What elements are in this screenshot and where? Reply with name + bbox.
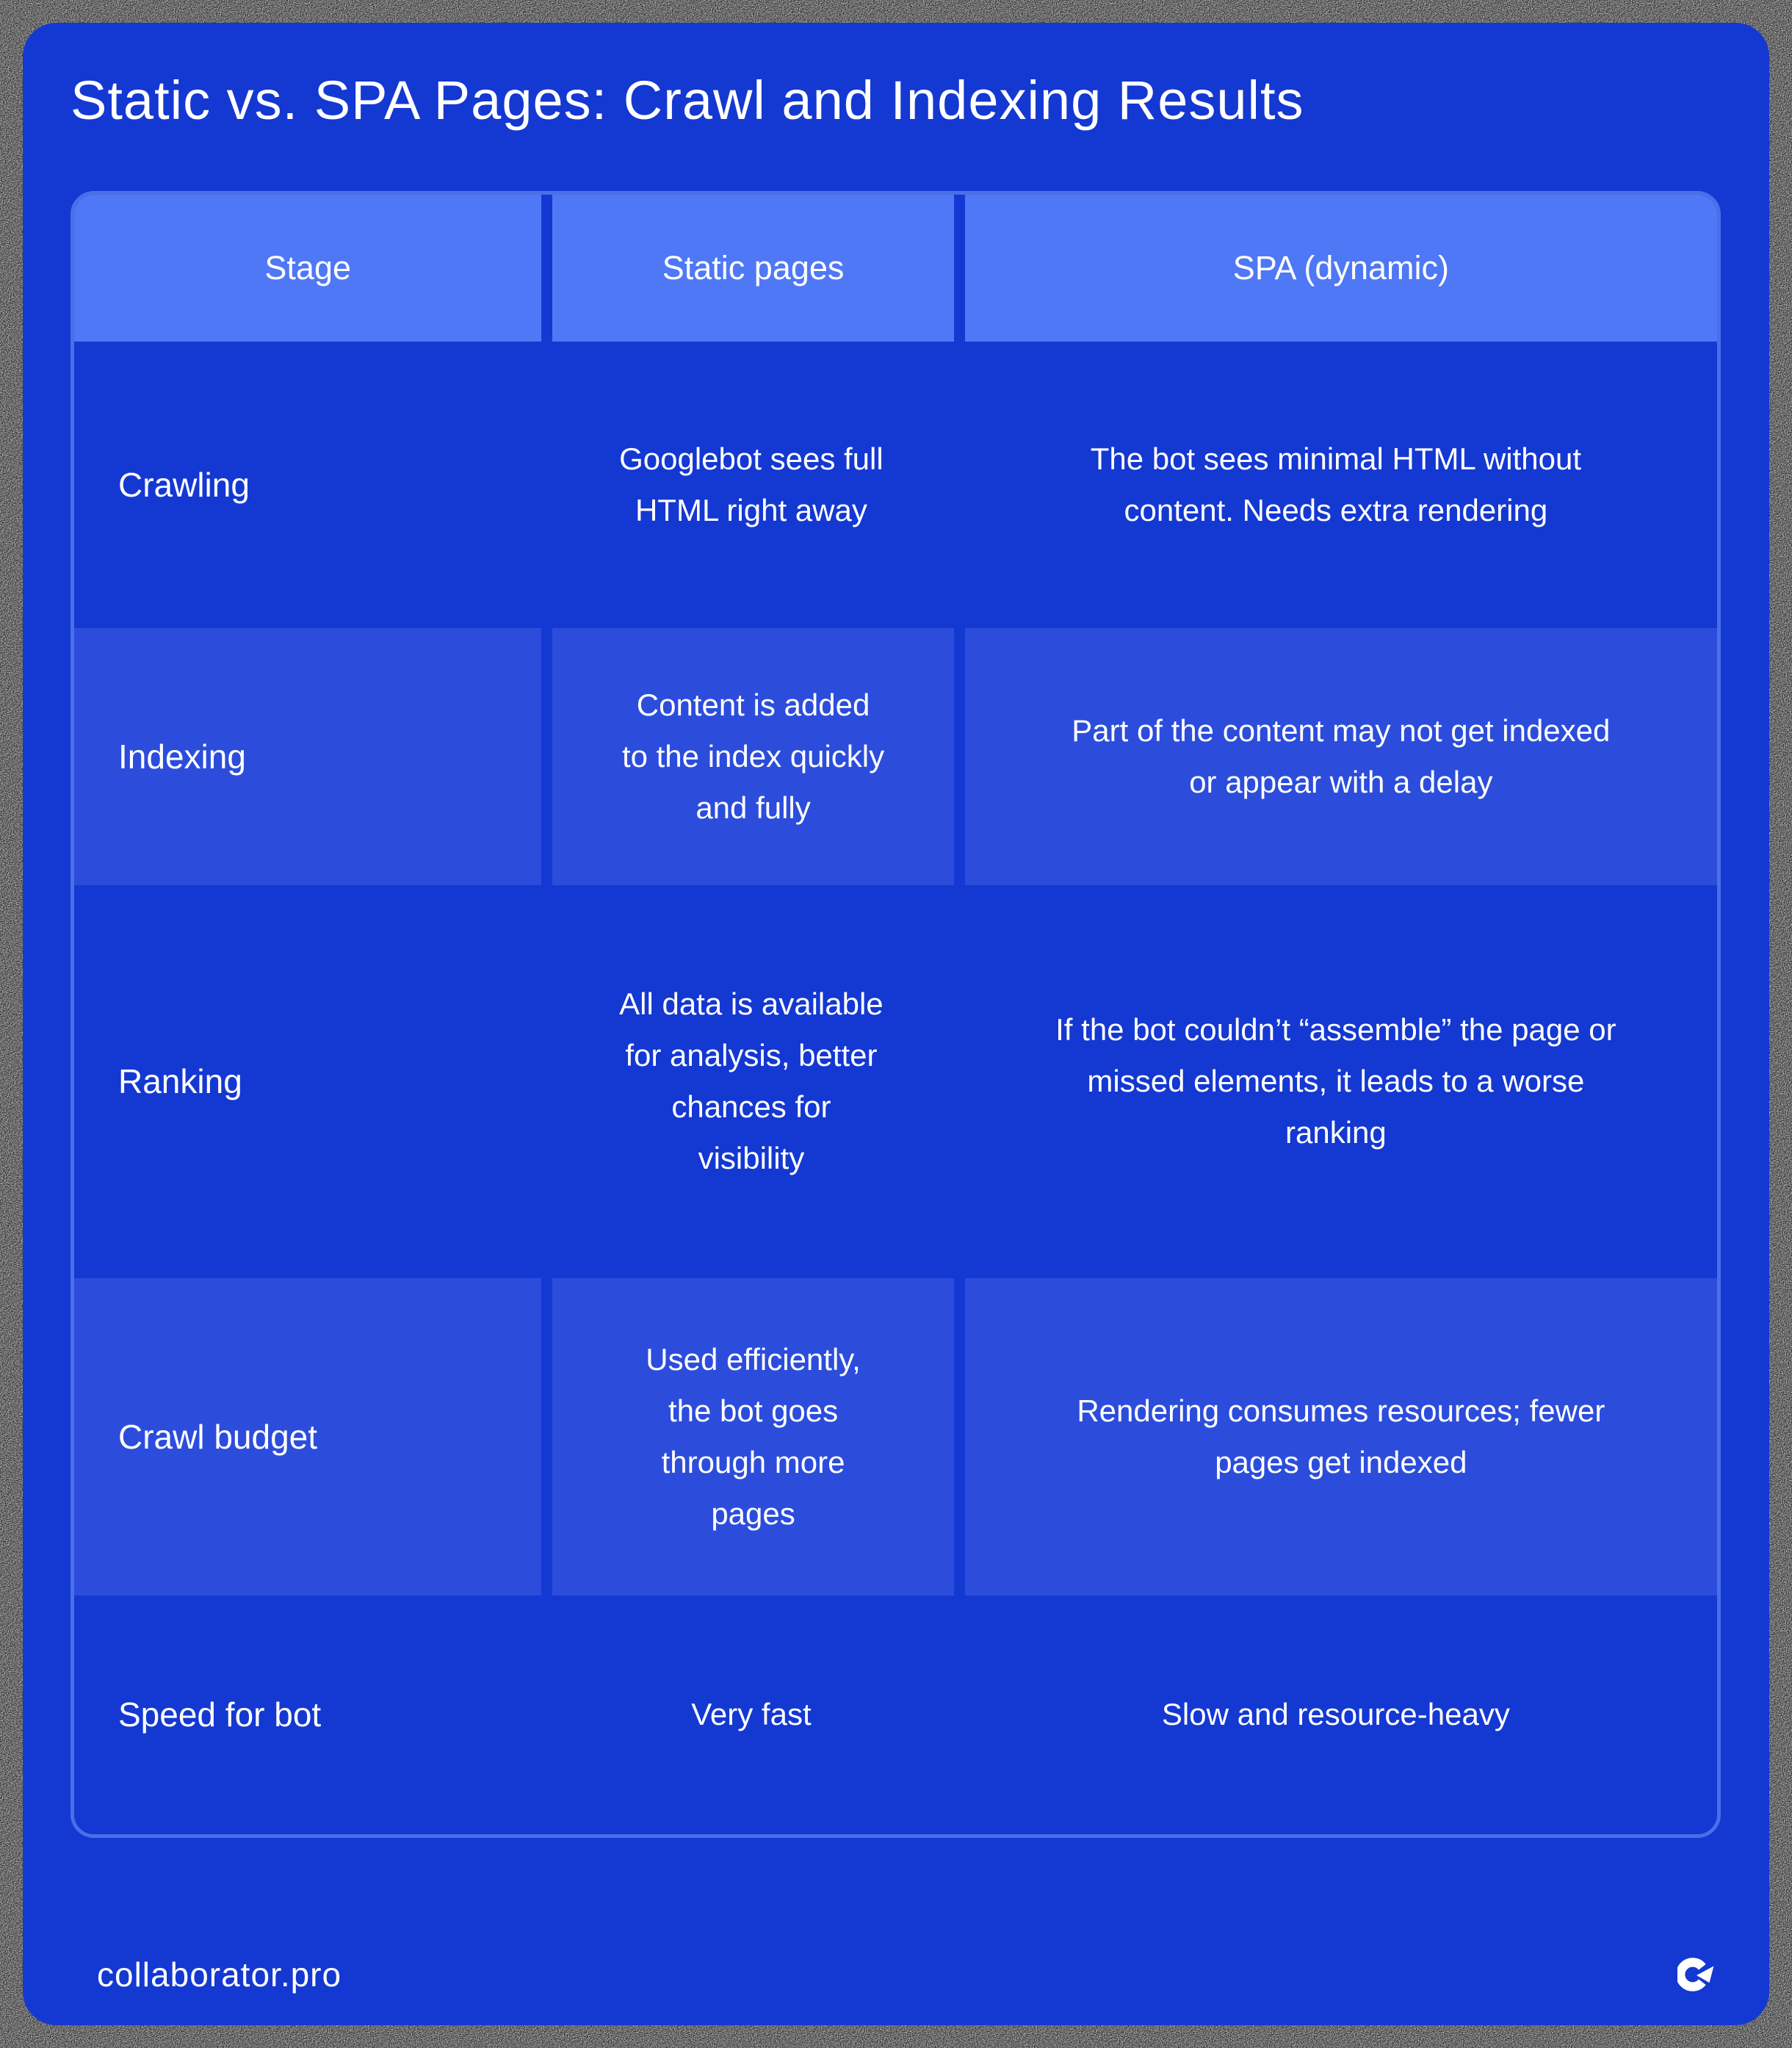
table-row [74,1596,1717,1834]
stage-cell [74,885,548,1278]
header-cell-static-pages [552,195,953,342]
static-pages-cell [548,885,955,1278]
header-cell-stage [74,195,541,342]
card [23,23,1769,2025]
spa-dynamic-cell [955,342,1717,628]
static-pages-cell [548,1596,955,1834]
stage-cell-text: Speed for bot [118,1695,322,1734]
stage-cell-text: Crawl budget [118,1417,318,1456]
spa-dynamic-cell [955,1596,1717,1834]
stage-cell-text: Crawling [118,465,250,504]
static-pages-cell-text: Used efficiently, the bot goes through more pages [646,1341,861,1531]
header-label-stage: Stage [264,248,352,286]
table-row [74,885,1717,1278]
spa-dynamic-cell-text: Part of the content may not get indexed or appear with a delay [1072,713,1611,799]
table-row [74,342,1717,628]
static-pages-cell [548,342,955,628]
spa-dynamic-cell [955,885,1717,1278]
table-header-row [74,195,1717,342]
header-label-spa-dynamic: SPA (dynamic) [1232,248,1449,286]
page-title: Static vs. SPA Pages: Crawl and Indexing Results [71,70,1304,131]
spa-dynamic-cell-text: If the bot couldn’t “assemble” the page or missed elements, it leads to a worse ranking [1055,1012,1616,1150]
spa-dynamic-cell [965,1278,1717,1596]
static-pages-cell [552,1278,953,1596]
stage-cell [74,1278,541,1596]
footer [71,1955,1721,2006]
table-body [74,342,1717,1834]
stage-cell [74,1596,548,1834]
table-row [74,1278,1717,1596]
table-row [74,628,1717,885]
spa-dynamic-cell-text: Rendering consumes resources; fewer pages get indexed [1077,1393,1605,1479]
stage-cell-text: Indexing [118,737,246,776]
collaborator-logo-icon [1677,1955,1720,1994]
spa-dynamic-cell-text: The bot sees minimal HTML without content. Needs extra rendering [1090,441,1582,527]
static-pages-cell-text: Content is added to the index quickly and fully [621,687,885,825]
static-pages-cell [552,628,953,885]
stage-cell-text: Ranking [118,1062,242,1101]
spa-dynamic-cell-text: Slow and resource-heavy [1161,1697,1510,1732]
static-pages-cell-text: All data is available for analysis, better chances for visibility [619,987,884,1176]
stage-cell [74,628,541,885]
stage-cell [74,342,548,628]
header-label-static-pages: Static pages [662,248,845,286]
static-pages-cell-text: Very fast [691,1697,812,1732]
comparison-table [71,191,1721,1838]
header-cell-spa-dynamic [965,195,1717,342]
spa-dynamic-cell [965,628,1717,885]
static-pages-cell-text: Googlebot sees full HTML right away [619,441,884,527]
site-label: collaborator.pro [97,1955,342,1994]
